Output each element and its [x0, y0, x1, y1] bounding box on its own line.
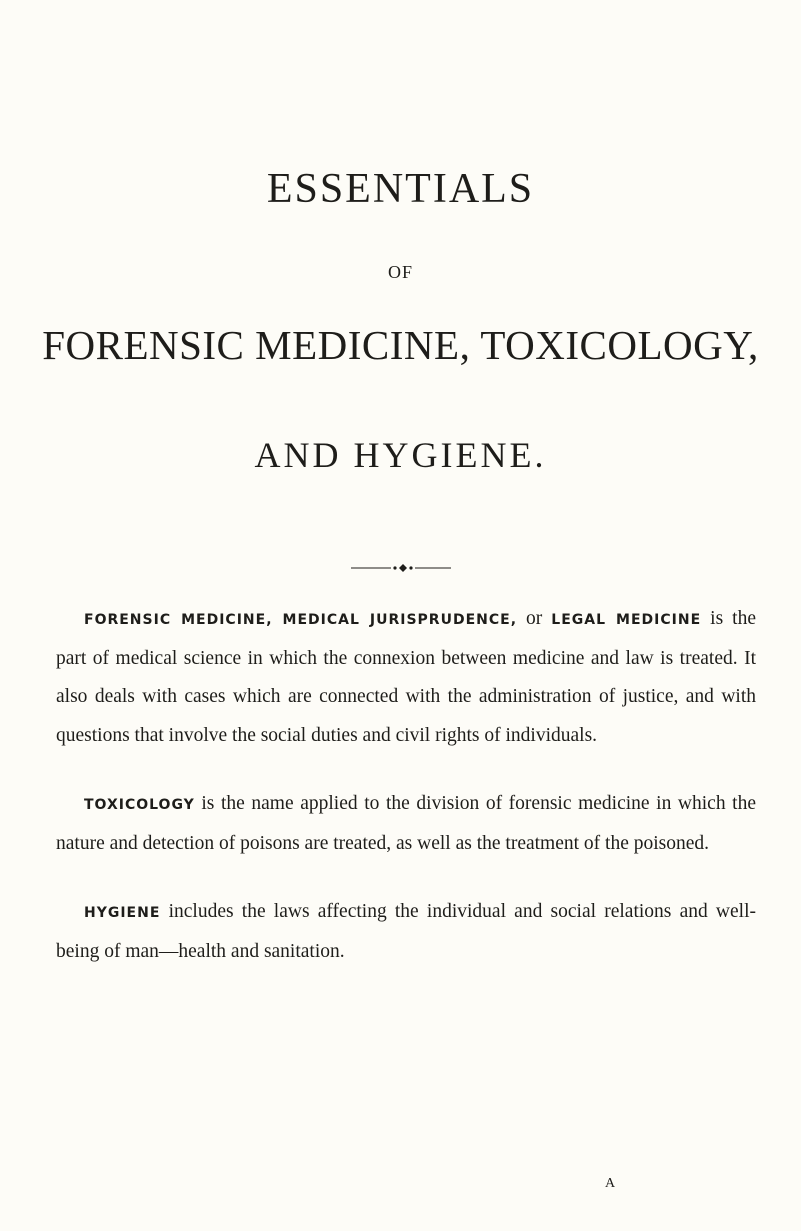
- body-text: [56, 600, 756, 1001]
- paragraph-forensic-text: is the part of medical science in which the connexion between medicine and law is treated. It also deals with cases which are connected with the administration of justice, and with questions that involve the social duties and civil rights of individuals.: [56, 608, 756, 746]
- paragraph-forensic-medicine: [56, 600, 756, 755]
- paragraph-hygiene-text: includes the laws affecting the individual and social relations and well-being of man—health and sanitation.: [56, 901, 756, 962]
- title-essentials: ESSENTIALS: [266, 166, 535, 212]
- connector-or: or: [517, 608, 552, 629]
- title-of: OF: [387, 262, 413, 282]
- paragraph-toxicology: [56, 785, 756, 863]
- paragraph-toxicology-text: is the name applied to the division of forensic medicine in which the nature and detection of poisons are treated, as well as the treatment of the poisoned.: [56, 793, 756, 854]
- term-legal-medicine: LEGAL MEDICINE: [551, 612, 702, 628]
- title-subject-line2: AND HYGIENE.: [254, 435, 547, 475]
- title-subject-line1: FORENSIC MEDICINE, TOXICOLOGY,: [42, 322, 759, 368]
- paragraph-hygiene: [56, 893, 756, 971]
- term-toxicology: TOXICOLOGY: [84, 797, 195, 813]
- signature-mark: A: [604, 1176, 616, 1191]
- term-hygiene: HYGIENE: [84, 905, 161, 921]
- term-forensic-medicine: FORENSIC MEDICINE, MEDICAL JURISPRUDENCE,: [84, 612, 518, 628]
- ornament-divider-icon: [351, 562, 451, 574]
